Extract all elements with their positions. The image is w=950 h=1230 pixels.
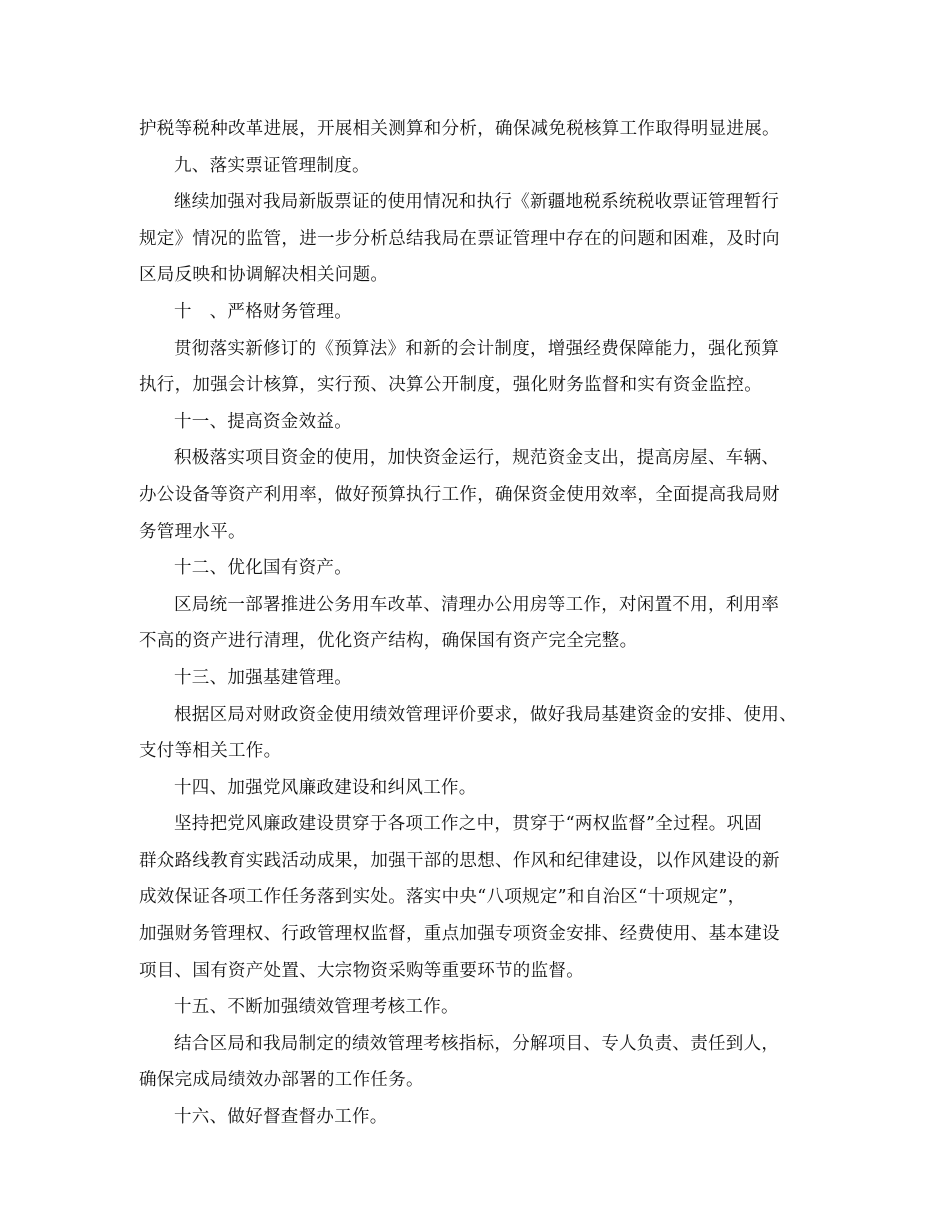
- paragraph-line: 区局统一部署推进公务用车改革、清理办公用房等工作，对闲置不用，利用率: [174, 594, 780, 615]
- paragraph-line: 务管理水平。: [139, 521, 246, 542]
- paragraph-line: 根据区局对财政资金使用绩效管理评价要求，做好我局基建资金的安排、使用、: [174, 704, 797, 725]
- section-heading: 十三、加强基建管理。: [174, 667, 352, 688]
- section-heading: 十六、做好督查督办工作。: [174, 1107, 388, 1128]
- paragraph-line: 继续加强对我局新版票证的使用情况和执行《新疆地税系统税收票证管理暂行: [174, 192, 780, 213]
- paragraph-line: 坚持把党风廉政建设贯穿于各项工作之中，贯穿于“两权监督”全过程。巩固: [174, 814, 763, 835]
- paragraph-line: 规定》情况的监管，进一步分析总结我局在票证管理中存在的问题和困难，及时向: [139, 228, 780, 249]
- paragraph-line: 结合区局和我局制定的绩效管理考核指标，分解项目、专人负责、责任到人，: [174, 1033, 780, 1054]
- section-heading: 十四、加强党风廉政建设和纠风工作。: [174, 777, 477, 798]
- paragraph-line: 执行，加强会计核算，实行预、决算公开制度，强化财务监督和实有资金监控。: [139, 375, 762, 396]
- paragraph-line: 不高的资产进行清理，优化资产结构，确保国有资产完全完整。: [139, 631, 638, 652]
- section-heading: 十二、优化国有资产。: [174, 558, 352, 579]
- section-heading: 十五、不断加强绩效管理考核工作。: [174, 997, 459, 1018]
- section-heading: 十一、提高资金效益。: [174, 411, 352, 432]
- paragraph-line: 支付等相关工作。: [139, 741, 282, 762]
- section-heading: 十 、严格财务管理。: [174, 301, 352, 322]
- paragraph-line: 成效保证各项工作任务落到实处。落实中央“八项规定”和自治区“十项规定”，: [139, 887, 746, 908]
- document-body: [139, 111, 819, 1136]
- paragraph-line: 贯彻落实新修订的《预算法》和新的会计制度，增强经费保障能力，强化预算: [174, 338, 780, 359]
- paragraph-line: 项目、国有资产处置、大宗物资采购等重要环节的监督。: [139, 960, 584, 981]
- paragraph-line: 加强财务管理权、行政管理权监督，重点加强专项资金安排、经费使用、基本建设: [139, 924, 780, 945]
- paragraph-line: 护税等税种改革进展，开展相关测算和分析，确保减免税核算工作取得明显进展。: [139, 119, 780, 139]
- paragraph-line: 群众路线教育实践活动成果，加强干部的思想、作风和纪律建设，以作风建设的新: [139, 850, 780, 871]
- paragraph-line: 积极落实项目资金的使用，加快资金运行，规范资金支出，提高房屋、车辆、: [174, 448, 780, 469]
- section-heading: 九、落实票证管理制度。: [174, 155, 370, 176]
- paragraph-line: 办公设备等资产利用率，做好预算执行工作，确保资金使用效率，全面提高我局财: [139, 484, 780, 505]
- paragraph-line: 确保完成局绩效办部署的工作任务。: [139, 1070, 424, 1091]
- paragraph-line: 区局反映和协调解决相关问题。: [139, 265, 389, 286]
